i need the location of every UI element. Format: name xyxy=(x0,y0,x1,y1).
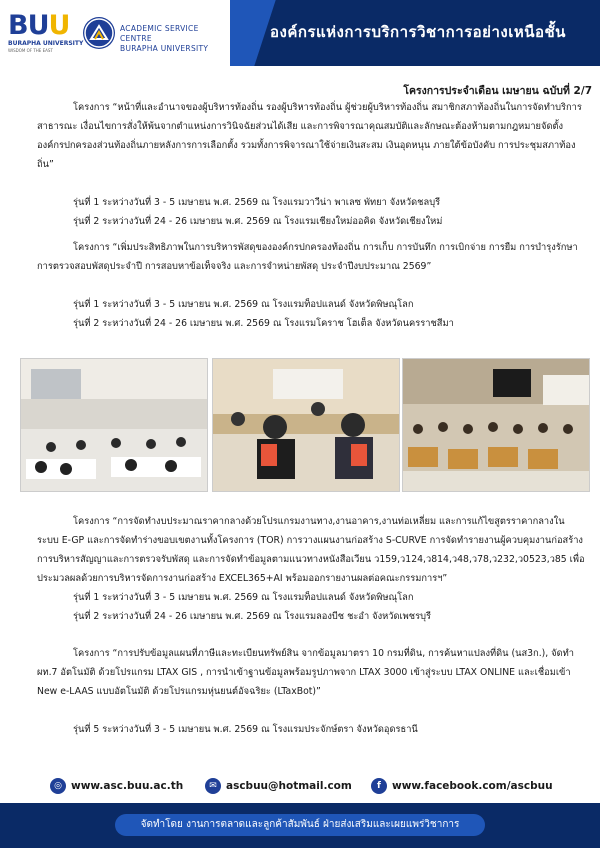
mail-icon: ✉ xyxy=(205,778,221,794)
buu-logo-subtitle: BURAPHA UNIVERSITY xyxy=(8,40,84,47)
project-3-round-1: รุ่นที่ 1 ระหว่างวันที่ 3 - 5 เมษายน พ.ศ. 2569 ณ โรงแรมท็อปแลนด์ จังหวัดพิษณุโลก xyxy=(73,592,414,603)
project-3-round-2: รุ่นที่ 2 ระหว่างวันที่ 24 - 26 เมษายน พ.ศ. 2569 ณ โรงแรมลองบีช ชะอำ จังหวัดเพชรบุรี xyxy=(73,611,432,622)
asc-logo-icon xyxy=(83,17,115,49)
footer-email-link[interactable]: ✉ ascbuu@hotmail.com xyxy=(205,778,352,794)
globe-icon: ◎ xyxy=(50,778,66,794)
header-title: องค์กรแห่งการบริการวิชาการอย่างเหนือชั้น xyxy=(270,23,566,41)
buu-logo: BUU xyxy=(8,10,70,41)
facebook-icon: f xyxy=(371,778,387,794)
project-1-round-2: รุ่นที่ 2 ระหว่างวันที่ 24 - 26 เมษายน พ.ศ. 2569 ณ โรงแรมเชียงใหม่ออคิด จังหวัดเชียงใหม่ xyxy=(73,216,443,227)
logo-area xyxy=(0,0,230,66)
project-1-round-1: รุ่นที่ 1 ระหว่างวันที่ 3 - 5 เมษายน พ.ศ. 2569 ณ โรงแรมวาวีน่า พาเลซ พัทยา จังหวัดชลบุรี xyxy=(73,197,441,208)
buu-logo-motto: WISDOM OF THE EAST xyxy=(8,48,53,53)
project-4-round-5: รุ่นที่ 5 ระหว่างวันที่ 3 - 5 เมษายน พ.ศ. 2569 ณ โรงแรมประจักษ์ตรา จังหวัดอุดรธานี xyxy=(73,724,418,735)
footer-credit: จัดทำโดย งานการตลาดและลูกค้าสัมพันธ์ ฝ่ายส่งเสริมและเผยแพร่วิชาการ xyxy=(115,814,485,836)
project-2-round-1: รุ่นที่ 1 ระหว่างวันที่ 3 - 5 เมษายน พ.ศ. 2569 ณ โรงแรมท็อปแลนด์ จังหวัดพิษณุโลก xyxy=(73,299,414,310)
issue-label: โครงการประจำเดือน เมษายน ฉบับที่ 2/7 xyxy=(403,85,592,97)
photo-seminar-attendees xyxy=(212,358,400,492)
project-2-description: โครงการ “เพิ่มประสิทธิภาพในการบริหารพัสดุขององค์กรปกครองท้องถิ่น การเก็บ การบันทึก การเบิกจ่าย การยืม การบำรุงรักษา การตรวจสอบพัสดุประจำปี การสอบหาข้อเท็จจริง และการจำหน่ายพัสดุ ประจำปีงบประมาณ 2569” xyxy=(37,242,578,272)
photo-seminar-room-1 xyxy=(20,358,208,492)
photo-seminar-room-2 xyxy=(402,358,590,492)
asc-name: ACADEMIC SERVICE CENTRE BURAPHA UNIVERSITY xyxy=(120,24,209,53)
footer-facebook-link[interactable]: f www.facebook.com/ascbuu xyxy=(371,778,553,794)
footer-website-link[interactable]: ◎ www.asc.buu.ac.th xyxy=(50,778,183,794)
project-1-description: โครงการ “หน้าที่และอำนาจของผู้บริหารท้องถิ่น รองผู้บริหารท้องถิ่น ผู้ช่วยผู้บริหารท้องถิ่น สมาชิกสภาท้องถิ่นในการจัดทำบริการสาธารณะ เงื่อนไขการสั่งให้พ้นจากตำแหน่งการวินิจฉัยส่วนได้เสีย และการพิจารณาคุณสมบัติและลักษณะต้องห้ามตามกฎหมายจัดตั้งองค์กรปกครองส่วนท้องถิ่นภายหลังการการเลือกตั้ง รวมทั้งการพิจารณาใช้จ่ายเงินสะสม เงินอุดหนุน ภายใต้ข้อบังคับ การประชุมสภาท้องถิ่น” xyxy=(37,102,582,170)
project-2-round-2: รุ่นที่ 2 ระหว่างวันที่ 24 - 26 เมษายน พ.ศ. 2569 ณ โรงแรมโคราช โฮเต็ล จังหวัดนครราชสีมา xyxy=(73,318,454,329)
project-3-description: โครงการ “การจัดทำงบประมาณราคากลางด้วยโปรแกรมงานทาง,งานอาคาร,งานท่อเหลี่ยม และการแก้ไขสูตรราคากลางในระบบ E-GP และการจัดทำร่างขอบเขตงานทั้งโครงการ (TOR) การวางแผนงานก่อสร้าง S-CURVE การจัดทำรายงานผู้ควบคุมงานก่อสร้าง การบริหารสัญญาและการตรวจรับพัสดุ และการจัดทำข้อมูลตามแนวทางหนังสือเวียน ว159,ว124,ว814,ว48,ว78,ว232,ว0523,ว85 เพื่อประมวลผลด้วยการบริหารจัดการงานก่อสร้าง EXCEL365+AI พร้อมออกรายงานผลต่อคณะกรรมการฯ” xyxy=(37,516,585,584)
project-4-description: โครงการ “การปรับข้อมูลแผนที่ภาษีและทะเบียนทรัพย์สิน จากข้อมูลมาตรา 10 กรมที่ดิน, การค้นหาแปลงที่ดิน (นส3ก.), จัดทำ ผท.7 อัตโนมัติ ด้วยโปรแกรม LTAX GIS , การนำเข้าฐานข้อมูลพร้อมรูปภาพจาก LTAX 3000 เข้าสู่ระบบ LTAX ONLINE และเชื่อมเข้า New e-LAAS แบบอัตโนมัติ ด้วยโปรแกรมหุ่นยนต์อัจฉริยะ (LTaxBot)” xyxy=(37,648,575,697)
